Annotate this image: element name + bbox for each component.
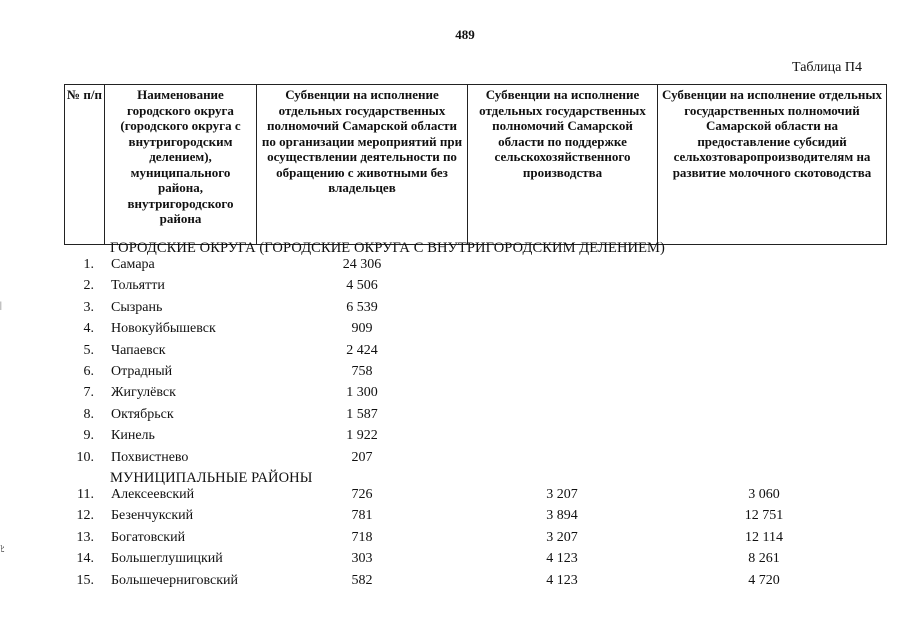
row-name: Жигулёвск [111, 385, 176, 401]
table-row [0, 385, 905, 405]
table-row [0, 278, 905, 298]
row-number: 1. [83, 257, 94, 272]
table-label: Таблица П4 [792, 60, 862, 75]
row-name: Новокуйбышевск [111, 321, 216, 337]
row-number: 9. [83, 428, 94, 444]
section-city-districts: ГОРОДСКИЕ ОКРУГА (ГОРОДСКИЕ ОКРУГА С ВНУТРИГОРОДСКИМ ДЕЛЕНИЕМ) [110, 240, 665, 256]
header-dairy-subvention: Субвенции на исполнение отдельных государственных полномочий Самарской области на предоставление субсидий сельхозтоваропроизводителям на развитие молочного скотоводства [658, 85, 887, 245]
row-name: Кинель [111, 428, 155, 444]
table-row [0, 321, 905, 341]
row-animals-value: 718 [351, 529, 373, 545]
row-animals-value: 582 [351, 572, 373, 588]
row-animals-value: 24 306 [342, 257, 382, 272]
row-dairy-value: 4 720 [748, 572, 780, 588]
row-name: Большечерниговский [111, 572, 239, 588]
header-name: Наименование городского округа (городского округа с внутригородским делением), муниципального района, внутригородского района [105, 85, 257, 245]
row-name: Отрадный [111, 364, 173, 379]
table-row [0, 450, 905, 470]
row-animals-value: 781 [351, 508, 373, 524]
table-row [0, 257, 905, 277]
section-municipal-districts: МУНИЦИПАЛЬНЫЕ РАЙОНЫ [110, 470, 313, 486]
row-animals-value: 1 300 [346, 385, 378, 401]
row-name: Богатовский [111, 529, 186, 545]
table-row [0, 407, 905, 427]
row-dairy-value: 8 261 [748, 551, 780, 567]
row-agriculture-value: 4 123 [546, 572, 578, 588]
row-name: Похвистнево [111, 449, 189, 465]
row-number: 11. [77, 487, 94, 502]
row-animals-value: 758 [351, 364, 373, 379]
row-number: 3. [83, 299, 94, 315]
row-animals-value: 4 506 [346, 278, 378, 294]
table-row [0, 343, 905, 363]
row-dairy-value: 12 114 [745, 529, 783, 545]
header-agriculture-subvention: Субвенции на исполнение отдельных государственных полномочий Самарской области по поддержке сельскохозяйственного производства [468, 85, 658, 245]
table-header [64, 84, 887, 245]
table-row [0, 428, 905, 448]
row-agriculture-value: 4 123 [546, 551, 578, 567]
table-row [0, 364, 905, 384]
row-number: 14. [76, 551, 94, 567]
row-agriculture-value: 3 894 [546, 508, 578, 524]
row-name: Безенчукский [111, 508, 194, 524]
table-row [0, 300, 905, 320]
row-animals-value: 303 [351, 551, 373, 567]
row-animals-value: 726 [351, 487, 373, 502]
row-name: Самара [111, 257, 155, 272]
row-number: 15. [76, 572, 94, 588]
row-number: 12. [76, 508, 94, 524]
row-animals-value: 909 [351, 321, 373, 337]
row-animals-value: 1 922 [346, 428, 378, 444]
table-row [0, 487, 905, 507]
scan-mark: | [0, 300, 2, 310]
row-agriculture-value: 3 207 [546, 529, 578, 545]
row-dairy-value: 12 751 [744, 508, 784, 524]
header-row [65, 85, 887, 245]
scan-mark: ﾋ [0, 544, 5, 554]
row-number: 6. [83, 364, 94, 379]
row-animals-value: 207 [351, 449, 373, 465]
row-number: 13. [76, 529, 94, 545]
row-name: Алексеевский [111, 487, 195, 502]
row-name: Октябрьск [111, 406, 174, 422]
row-dairy-value: 3 060 [748, 487, 780, 502]
row-name: Чапаевск [111, 342, 166, 358]
table-row [0, 573, 905, 593]
row-number: 10. [76, 449, 94, 465]
header-number: № п/п [65, 85, 105, 245]
row-number: 8. [83, 406, 94, 422]
table-row [0, 530, 905, 550]
row-animals-value: 1 587 [346, 406, 378, 422]
row-number: 4. [83, 321, 94, 337]
row-number: 7. [83, 385, 94, 401]
row-animals-value: 2 424 [346, 342, 378, 358]
row-number: 2. [83, 278, 94, 294]
row-name: Большеглушицкий [111, 551, 223, 567]
page-number: 489 [455, 27, 475, 42]
row-animals-value: 6 539 [346, 299, 378, 315]
table-row [0, 508, 905, 528]
row-name: Сызрань [111, 299, 163, 315]
row-agriculture-value: 3 207 [546, 487, 578, 502]
row-number: 5. [83, 342, 94, 358]
header-animals-subvention: Субвенции на исполнение отдельных государственных полномочий Самарской области по организации мероприятий при осуществлении деятельности по обращению с животными без владельцев [257, 85, 468, 245]
table-row [0, 551, 905, 571]
row-name: Тольятти [111, 278, 165, 294]
